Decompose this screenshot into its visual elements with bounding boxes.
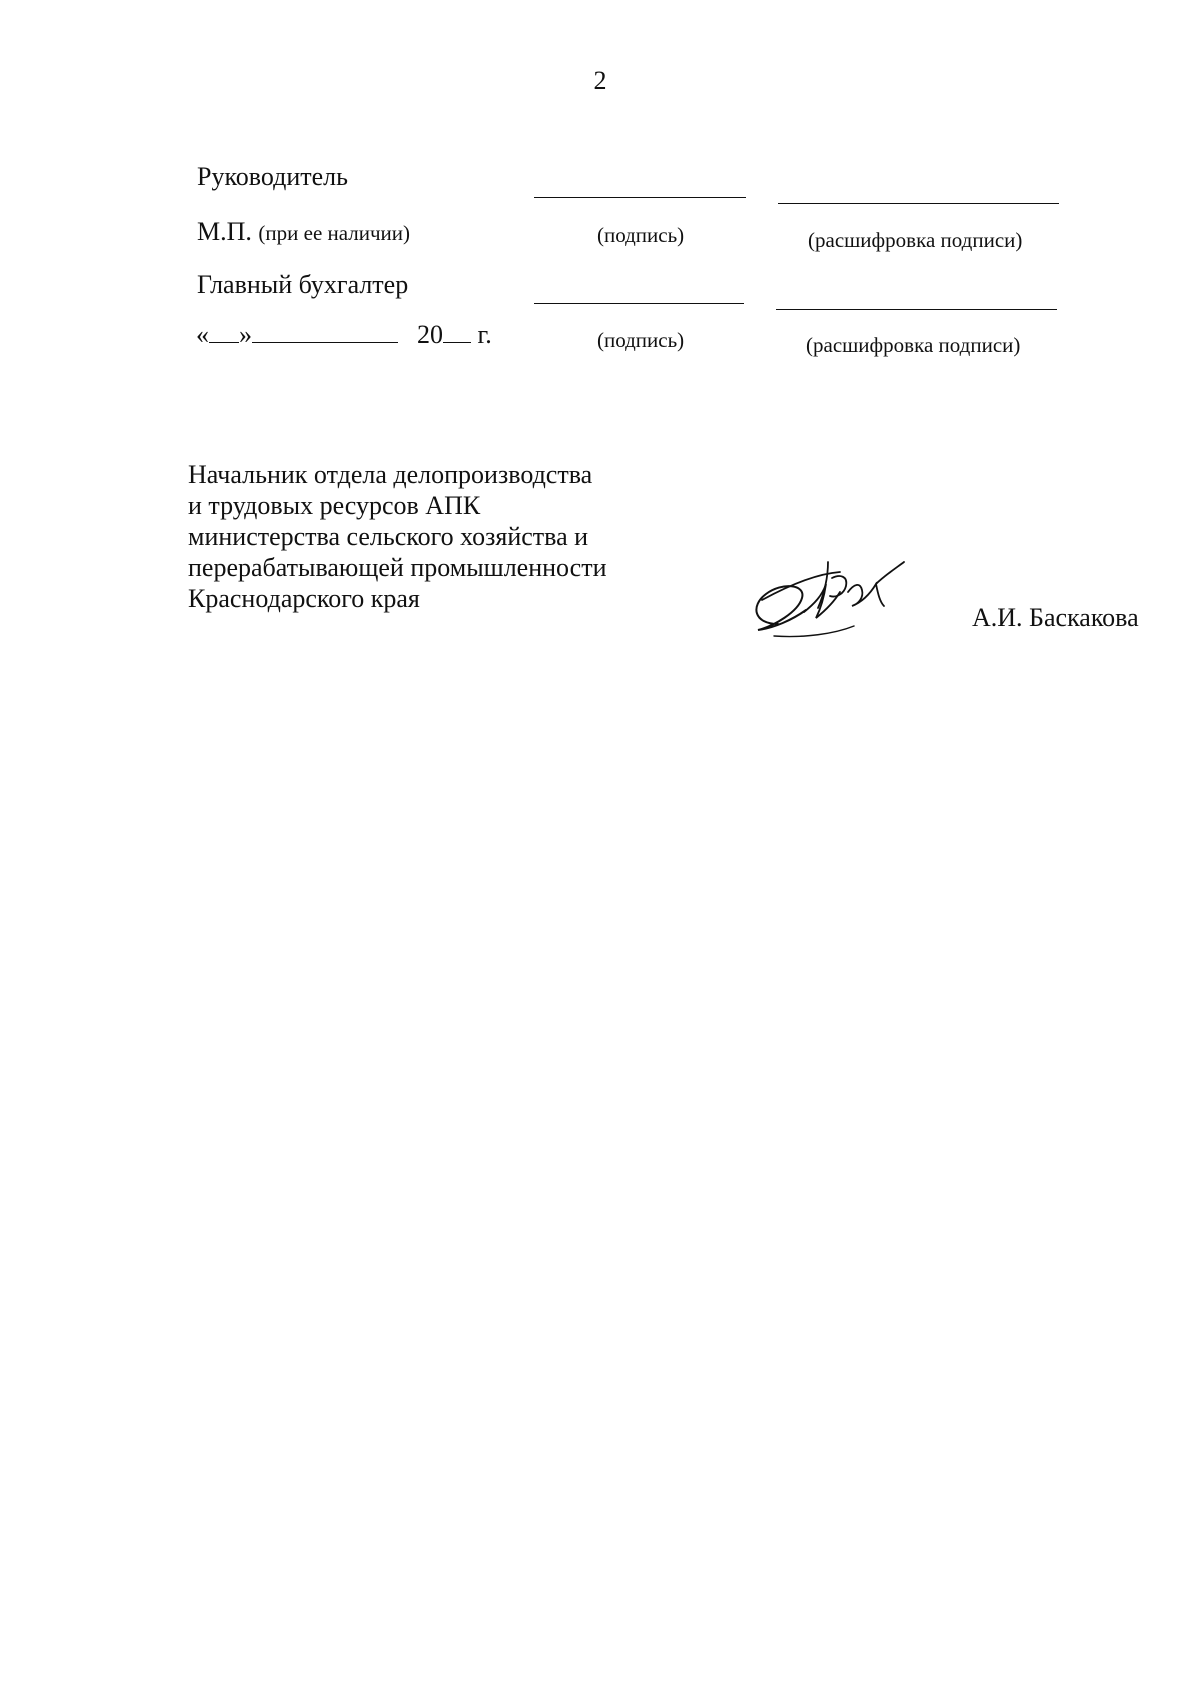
accountant-signature-line (534, 303, 744, 304)
approver-position-line: и трудовых ресурсов АПК (188, 491, 481, 520)
approver-position-line: Краснодарского края (188, 584, 420, 613)
date-month-blank (252, 320, 398, 343)
head-label: Руководитель (197, 162, 348, 191)
head-decoding-line (778, 203, 1059, 204)
date-year-suffix: г. (477, 320, 492, 349)
accountant-label: Главный бухгалтер (197, 270, 409, 299)
stamp-label-note: (при ее наличии) (258, 221, 411, 245)
approver-position-line: Начальник отдела делопроизводства (188, 460, 593, 489)
approver-position-line: перерабатывающей промышленности (188, 553, 607, 582)
date-year-prefix: 20 (417, 320, 443, 349)
approver-position-line: министерства сельского хозяйства и (188, 522, 589, 551)
page-number: 2 (593, 66, 607, 95)
date-open-quote: « (196, 320, 209, 349)
head-decoding-caption: (расшифровка подписи) (808, 228, 1023, 252)
accountant-decoding-caption: (расшифровка подписи) (806, 333, 1021, 357)
accountant-decoding-line (776, 309, 1057, 310)
date-year-blank (443, 320, 471, 343)
head-signature-caption: (подпись) (597, 223, 685, 247)
stamp-label (197, 217, 410, 248)
stamp-label-main: М.П. (197, 217, 252, 246)
date-close-quote: » (239, 320, 252, 349)
approver-position (188, 459, 607, 614)
accountant-signature-caption: (подпись) (597, 328, 685, 352)
date-field (196, 320, 492, 350)
date-day-blank (209, 320, 239, 343)
head-signature-line (534, 197, 746, 198)
signer-name: А.И. Баскакова (972, 603, 1139, 632)
handwritten-signature (744, 554, 924, 644)
